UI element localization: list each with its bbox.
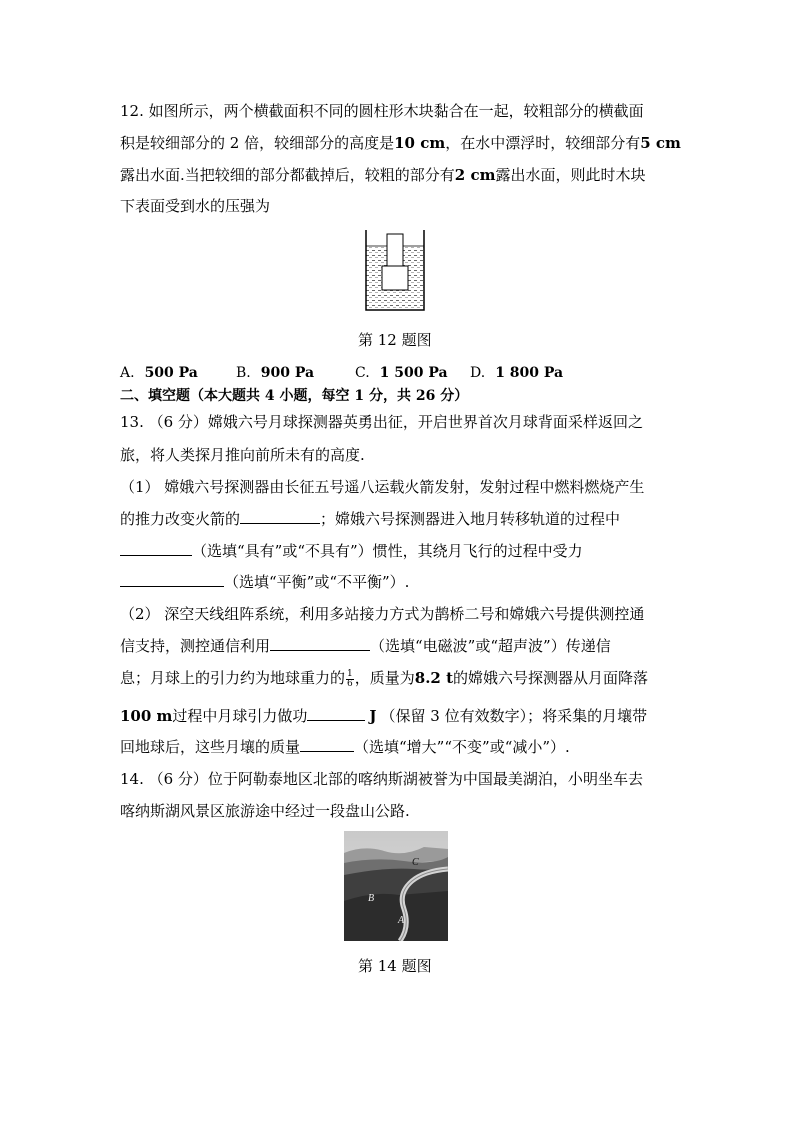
q12-value: 5 cm <box>640 134 681 152</box>
q12-line-3 <box>120 165 645 185</box>
q12-option-d[interactable] <box>470 363 563 383</box>
q13-text: （保留 3 位有效数字）；将采集的月壤带 <box>380 707 648 725</box>
q12-figure <box>360 228 430 316</box>
q12-option-b[interactable] <box>236 363 314 383</box>
q12-value: 10 cm <box>394 134 446 152</box>
q12-text: 露出水面.当把较细的部分都截掉后，较粗的部分有 <box>120 166 455 184</box>
answer-blank-5[interactable] <box>307 706 365 721</box>
thick-block <box>382 266 408 290</box>
q12-line-4: 下表面受到水的压强为 <box>120 197 271 215</box>
q13-value: 8.2 t <box>414 669 454 687</box>
q12-option-c[interactable] <box>355 363 448 383</box>
mountain-road-photo <box>344 831 448 941</box>
q13-text: 的推力改变火箭的 <box>120 510 241 528</box>
q13-text: 信支持，测控通信利用 <box>120 637 271 655</box>
q13-line-9 <box>120 668 648 689</box>
q13-text: ；嫦娥六号探测器进入地月转移轨道的过程中 <box>320 510 621 528</box>
answer-blank-1[interactable] <box>240 509 320 524</box>
q12-value: 2 cm <box>454 166 496 184</box>
q13-line-5 <box>120 541 583 561</box>
q13-line-8 <box>120 636 611 656</box>
section-title: 二、填空题（本大题共 4 小题，每空 1 分，共 26 分） <box>120 388 469 404</box>
fraction-denominator: 6 <box>347 678 353 689</box>
thin-block <box>387 234 403 266</box>
option-value: 1 500 Pa <box>379 365 448 381</box>
q14-line-1: 14. （6 分）位于阿勒泰地区北部的喀纳斯湖被誉为中国最美湖泊，小明坐车去 <box>120 770 643 788</box>
q13-line-1: 13. （6 分）嫦娥六号月球探测器英勇出征，开启世界首次月球背面采样返回之 <box>120 413 643 431</box>
option-label: B. <box>236 365 251 381</box>
q13-text: （选填“平衡”或“不平衡”）. <box>224 573 410 591</box>
q12-caption: 第 12 题图 <box>358 331 432 349</box>
q13-unit: J <box>369 707 377 725</box>
q13-line-11 <box>120 737 570 757</box>
answer-blank-4[interactable] <box>270 636 370 651</box>
option-value: 500 Pa <box>144 365 198 381</box>
q12-text: ，在水中漂浮时，较细部分有 <box>445 134 641 152</box>
q13-line-7: （2） 深空天线组阵系统，利用多站接力方式为鹊桥二号和嫦娥六号提供测控通 <box>120 605 645 623</box>
q14-line-2: 喀纳斯湖风景区旅游途中经过一段盘山公路. <box>120 802 410 820</box>
point-label-a: A <box>398 915 405 926</box>
q14-caption: 第 14 题图 <box>358 957 432 975</box>
answer-blank-3[interactable] <box>120 572 224 587</box>
q13-text: （选填“具有”或“不具有”）惯性，其绕月飞行的过程中受力 <box>192 542 583 560</box>
q12-line-1: 12. 如图所示，两个横截面积不同的圆柱形木块黏合在一起，较粗部分的横截面 <box>120 102 644 120</box>
point-label-c: C <box>412 857 419 868</box>
point-label-b: B <box>368 893 375 904</box>
q13-line-6 <box>120 572 409 592</box>
q13-text: 回地球后，这些月壤的质量 <box>120 738 301 756</box>
q13-text: ，质量为 <box>354 669 415 687</box>
q13-text: （选填“电磁波”或“超声波”）传递信 <box>370 637 611 655</box>
option-value: 900 Pa <box>260 365 315 381</box>
q13-text: （选填“增大”“不变”或“减小”）. <box>354 738 570 756</box>
q13-line-3: （1） 嫦娥六号探测器由长征五号遥八运载火箭发射，发射过程中燃料燃烧产生 <box>120 478 645 496</box>
answer-blank-6[interactable] <box>300 737 354 752</box>
fraction-numerator: 1 <box>347 668 353 679</box>
q13-value: 100 m <box>120 707 173 725</box>
q13-text: 息；月球上的引力约为地球重力的 <box>120 669 346 687</box>
q13-line-4 <box>120 509 620 529</box>
option-label: A. <box>120 365 135 381</box>
option-label: C. <box>355 365 370 381</box>
q13-text: 过程中月球引力做功 <box>172 707 308 725</box>
option-value: 1 800 Pa <box>495 365 564 381</box>
q12-option-a[interactable] <box>120 363 198 383</box>
fraction-one-sixth <box>346 670 354 689</box>
q13-line-2: 旅，将人类探月推向前所未有的高度. <box>120 446 365 464</box>
q13-text: 的嫦娥六号探测器从月面降落 <box>453 669 649 687</box>
q13-line-10 <box>120 706 647 726</box>
q12-line-2 <box>120 133 681 153</box>
answer-blank-2[interactable] <box>120 541 192 556</box>
q12-text: 积是较细部分的 2 倍，较细部分的高度是 <box>120 134 395 152</box>
option-label: D. <box>470 365 486 381</box>
q12-text: 露出水面，则此时木块 <box>495 166 646 184</box>
